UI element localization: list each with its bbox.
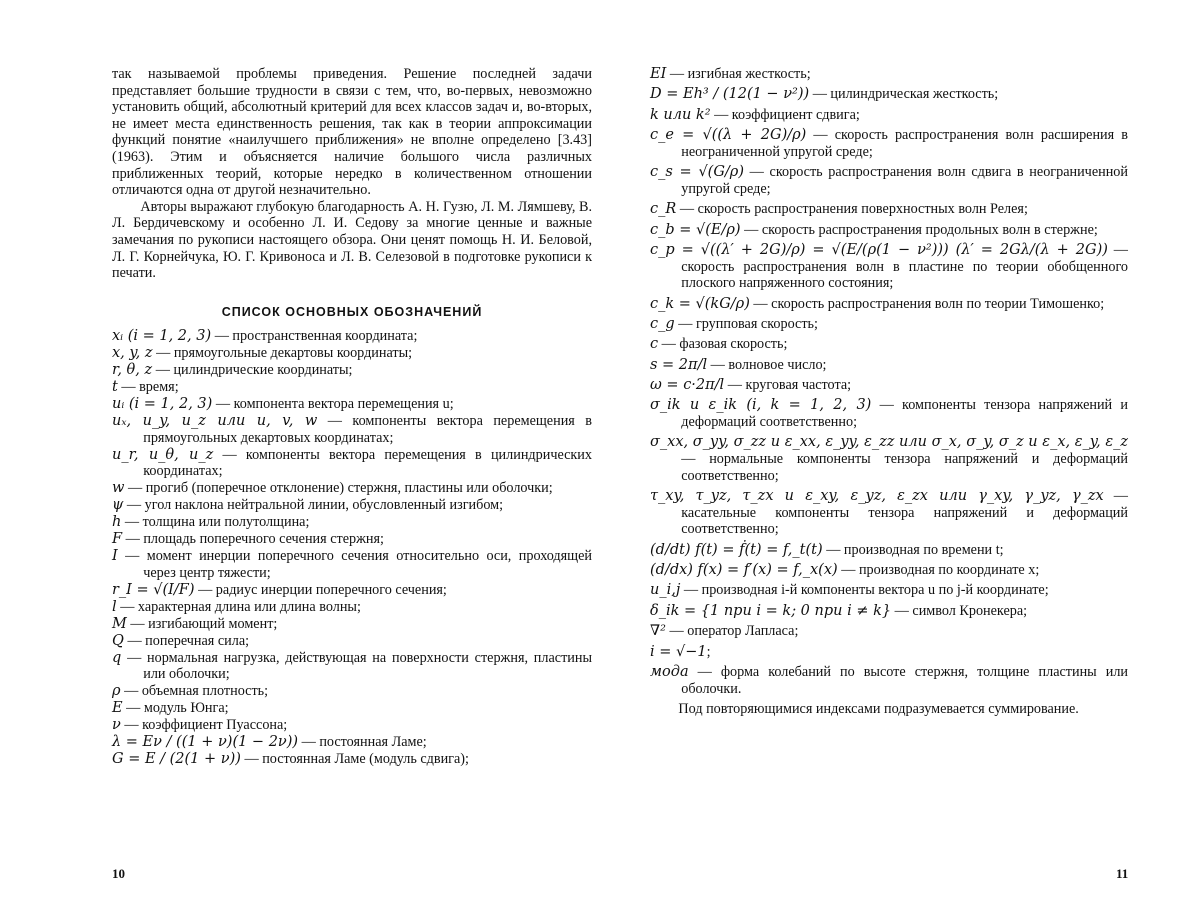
notation-definition: — компоненты тензора напряжений и деформаций соответственно; [681,397,1128,431]
left-page [112,66,592,768]
notation-symbol: c [650,336,659,353]
notation-definition: — характерная длина или длина волны; [116,598,361,615]
notation-definition: — момент инерции поперечного сечения относительно оси, проходящей через центр тяжести; [117,548,592,581]
notation-entry [650,296,1128,313]
notation-symbol: ∇² [650,623,666,640]
notation-entry [112,650,592,683]
notation-entry [650,542,1128,559]
notation-definition: — прогиб (поперечное отклонение) стержня, пластины или оболочки; [124,480,553,497]
notation-symbol: c_b = √(E/ρ) [650,221,741,238]
notation-entry [112,345,592,362]
notation-definition: — скорость распространения поверхностных волн Релея; [676,201,1028,218]
notation-definition: — скорость распространения волн по теории Тимошенко; [749,295,1105,312]
notation-entry [650,377,1128,394]
notation-entry [650,127,1128,160]
notation-definition: — изгибающий момент; [126,615,278,632]
notation-entry [112,514,592,531]
notation-entry [650,201,1128,218]
page-number-right: 11 [1116,866,1129,881]
notation-entry [112,447,592,480]
notation-entry [650,107,1128,124]
notation-symbol: ν [112,717,121,734]
notation-entry [650,164,1128,197]
notation-definition: — производная по времени t; [822,541,1004,558]
notation-symbol: D = Eh³ / (12(1 − ν²)) [650,86,810,103]
notation-symbol: k или k² [650,106,711,123]
notation-definition: — постоянная Ламе; [298,734,427,751]
notation-symbol: (d/dt) f(t) = ḟ(t) = f,_t(t) [650,541,823,558]
notation-definition: — поперечная сила; [123,632,250,649]
notation-definition: — волновое число; [707,356,827,373]
notation-symbol: δ_ik = {1 при i = k; 0 при i ≠ k} [650,602,892,619]
notation-definition: — радиус инерции поперечного сечения; [194,581,447,598]
notation-symbol: h [112,514,122,531]
notation-entry [112,599,592,616]
notation-list-right [650,66,1128,697]
notation-entry [112,497,592,514]
notation-symbol: u_r, u_θ, u_z [112,446,214,463]
notation-definition: — угол наклона нейтральной линии, обусловленный изгибом; [123,497,504,514]
notation-symbol: c_g [650,315,675,332]
notation-definition: — изгибная жесткость; [666,66,811,82]
notation-entry [650,664,1128,697]
notation-definition: — пространственная координата; [211,328,418,345]
notation-entry [112,734,592,751]
notation-definition: — компоненты вектора перемещения в цилиндрических координатах; [143,446,592,480]
notation-symbol: τ_xy, τ_yz, τ_zx и ε_xy, ε_yz, ε_zx или γ_xy, γ_yz, γ_zx [650,488,1104,505]
notation-definition: — прямоугольные декартовы координаты; [152,345,413,362]
notation-entry [650,222,1128,239]
notation-symbol: uᵢ (i = 1, 2, 3) [112,396,213,413]
notation-definition: — скорость распространения волн сдвига в неограниченной упругой среде; [681,164,1128,197]
notation-symbol: F [112,531,123,548]
notation-symbol: ρ [112,683,121,700]
notation-entry [650,623,1128,640]
notation-definition: — коэффициент сдвига; [710,106,860,123]
notation-symbol: r, θ, z [112,362,153,379]
notation-symbol: c_R [650,201,677,218]
right-page [650,66,1128,718]
notation-symbol: M [112,615,127,632]
notation-symbol: x, y, z [112,345,153,362]
notation-definition: — производная по координате x; [837,561,1040,578]
notation-symbol: l [112,598,117,615]
notation-definition: — символ Кронекера; [891,602,1028,619]
intro-paragraph: так называемой проблемы приведения. Решение последней задачи представляет большие трудности в связи с тем, что, во-первых, невозможно установить общий, абсолютный критерий для всех классов задач и, во-вторых, не имеет места единственность решения, так как в теории аппроксимации функций понятие «наилучшего приближения» не вполне определено [3.43] (1963). Этим и объясняется наличие большого числа различных приближенных теорий, которые нередко в количественном отношении отличаются одна от другой незначительно. [112,66,592,199]
notation-list-left [112,328,592,768]
notation-entry [650,242,1128,292]
notation-entry [112,717,592,734]
notation-symbol: (d/dx) f(x) = f′(x) = f,_x(x) [650,561,838,578]
notation-definition: — фазовая скорость; [658,336,788,353]
notation-definition: — постоянная Ламе (модуль сдвига); [240,751,469,768]
notation-symbol: σ_xx, σ_yy, σ_zz и ε_xx, ε_yy, ε_zz или σ_x, σ_y, σ_z и ε_x, ε_y, ε_z [650,434,1128,451]
notation-entry [650,66,1128,83]
notation-entry [112,700,592,717]
notation-definition: — круговая частота; [724,377,852,394]
notation-definition: — нормальные компоненты тензора напряжений и деформаций соответственно; [681,451,1128,484]
notation-symbol: c_s = √(G/ρ) [650,164,744,181]
notation-symbol: s = 2π/l [650,356,708,373]
notation-entry [112,396,592,413]
notation-symbol: мода [650,663,689,680]
notation-symbol: i = √−1 [650,643,707,660]
section-title: СПИСОК ОСНОВНЫХ ОБОЗНАЧЕНИЙ [221,304,483,319]
notation-definition: — цилиндрическая жесткость; [809,86,999,103]
notation-definition: — форма колебаний по высоте стержня, толщине пластины или оболочки. [681,663,1128,697]
notation-definition: — модуль Юнга; [122,700,229,717]
notation-definition: — площадь поперечного сечения стержня; [122,531,384,548]
notation-symbol: Q [112,632,124,649]
notation-entry [650,562,1128,579]
notation-definition: — время; [117,379,179,396]
notation-entry [112,582,592,599]
notation-symbol: uₓ, u_y, u_z или u, v, w [112,413,318,430]
notation-symbol: EI [650,66,667,82]
notation-entry [650,488,1128,538]
notation-entry [650,434,1128,484]
notation-symbol: ω = c·2π/l [650,377,725,394]
notation-entry [650,357,1128,374]
notation-symbol: u_i,j [650,582,681,599]
notation-definition: — скорость распространения волн в пластине по теории обобщенного плоского напряженного состояния; [681,241,1128,292]
notation-entry [650,336,1128,353]
notation-symbol: ψ [112,497,124,514]
page-number-left: 10 [112,866,125,881]
notation-symbol: c_k = √(kG/ρ) [650,295,750,312]
notation-entry [112,379,592,396]
notation-symbol: w [112,480,125,497]
notation-entry [112,548,592,581]
notation-definition: — компоненты вектора перемещения в прямоугольных декартовых координатах; [143,413,592,446]
notation-entry [650,316,1128,333]
notation-symbol: r_I = √(I/F) [112,581,195,598]
notation-symbol: c_e = √((λ + 2G)/ρ) [650,127,807,144]
notation-definition: — скорость распространения продольных волн в стержне; [740,221,1098,238]
notation-symbol: G = E / (2(1 + ν)) [112,751,241,768]
notation-definition: — цилиндрические координаты; [152,362,353,379]
notation-entry [112,751,592,768]
notation-definition: — касательные компоненты тензора напряжений и деформаций соответственно; [681,488,1128,538]
notation-entry [112,362,592,379]
notation-definition: — коэффициент Пуассона; [120,717,288,734]
notation-entry [112,413,592,446]
notation-definition: — нормальная нагрузка, действующая на поверхности стержня, пластины или оболочки; [121,649,592,683]
notation-definition: — толщина или полутолщина; [121,514,310,531]
notation-entry [112,683,592,700]
notation-entry [650,603,1128,620]
acknowledgements-paragraph: Авторы выражают глубокую благодарность А. Н. Гузю, Л. М. Лямшеву, В. Л. Бердичевскому и особенно Л. И. Седову за многие ценные и важные замечания по рукописи настоящего обзора. Они ценят помощь Н. И. Беловой, Л. Г. Корнейчука, Ю. Г. Кривоноса и Л. В. Селезовой в подготовке рукописи к печати. [112,198,592,282]
notation-symbol: E [112,700,123,717]
notation-symbol: c_p = √((λ′ + 2G)/ρ) = √(E/(ρ(1 − ν²))) (λ′ = 2Gλ/(λ + 2G)) [650,241,1108,258]
notation-symbol: xᵢ (i = 1, 2, 3) [112,328,212,345]
notation-entry [650,644,1128,661]
notation-entry [112,328,592,345]
notation-symbol: σ_ik и ε_ik (i, k = 1, 2, 3) [650,397,872,414]
notation-entry [112,616,592,633]
notation-entry [112,633,592,650]
notation-symbol: q [112,649,122,666]
notation-definition: — скорость распространения волн расширения в неограниченной упругой среде; [681,127,1128,160]
notation-definition: — компонента вектора перемещения u; [212,396,454,413]
notation-definition: — оператор Лапласа; [665,623,799,640]
notation-entry [650,582,1128,599]
notation-definition: — объемная плотность; [120,683,269,700]
notation-entry [650,86,1128,103]
notation-symbol: λ = Eν / ((1 + ν)(1 − 2ν)) [112,734,299,751]
notation-entry [650,397,1128,430]
notation-entry [112,531,592,548]
closing-paragraph: Под повторяющимися индексами подразумевается суммирование. [678,700,1079,717]
notation-definition: — производная i-й компоненты вектора u по j-й координате; [680,582,1049,599]
notation-entry [112,480,592,497]
notation-symbol: I [112,548,118,565]
notation-definition: ; [706,643,711,660]
notation-definition: — групповая скорость; [674,315,818,332]
notation-symbol: t [112,379,118,396]
